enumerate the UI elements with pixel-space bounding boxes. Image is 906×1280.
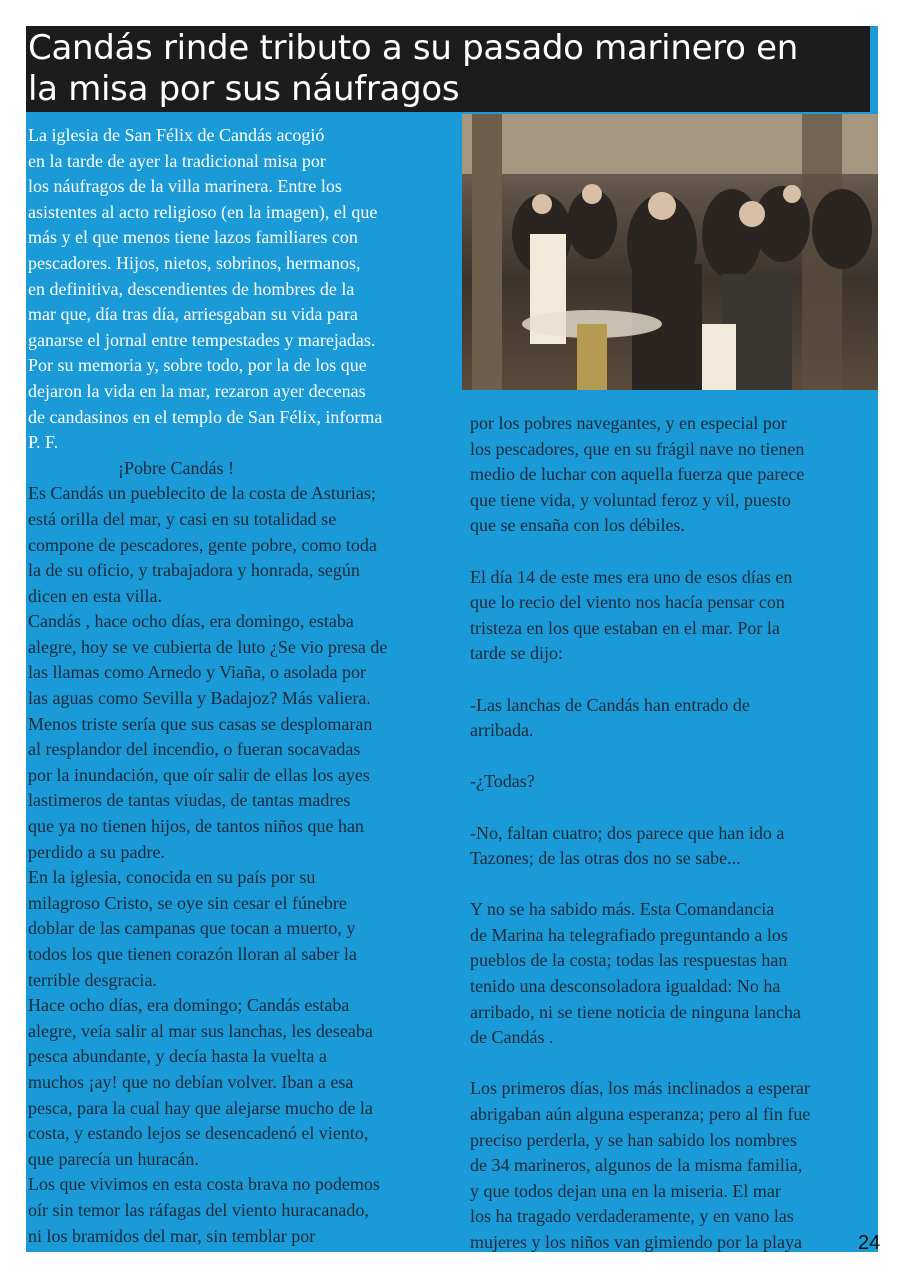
text-line — [470, 744, 810, 770]
text-line: arribada. — [470, 720, 534, 741]
text-line: Los que vivimos en esta costa brava no podemos — [28, 1174, 380, 1195]
text-line: -¿Todas? — [470, 771, 535, 792]
text-line: Por su memoria y, sobre todo, por la de los que — [28, 355, 367, 376]
text-line — [470, 872, 810, 898]
text-line: doblar de las campanas que tocan a muerto, y — [28, 918, 356, 939]
text-line: pueblos de la costa; todas las respuestas han — [470, 950, 788, 971]
text-line: asistentes al acto religioso (en la imagen), el que — [28, 201, 378, 222]
text-line: las llamas como Arnedo y Viaña, o asolada por — [28, 662, 367, 683]
title-accent-bar — [870, 26, 878, 112]
text-line: dejaron la vida en la mar, rezaron ayer decenas — [28, 380, 366, 401]
text-line: oír sin temor las ráfagas del viento huracanado, — [28, 1199, 369, 1220]
text-line: arribado, ni se tiene noticia de ninguna lancha — [470, 1001, 801, 1022]
text-line: alegre, hoy se ve cubierta de luto ¿Se vio presa de — [28, 636, 388, 657]
text-line: En la iglesia, conocida en su país por su — [28, 867, 316, 888]
text-line: pescadores. Hijos, nietos, sobrinos, hermanos, — [28, 252, 361, 273]
text-line: los ha tragado verdaderamente, y en vano las — [470, 1206, 794, 1227]
text-line: de Marina ha telegrafiado preguntando a los — [470, 924, 788, 945]
article-title — [26, 26, 870, 112]
text-line: todos los que tienen corazón lloran al saber la — [28, 944, 357, 964]
text-line: perdido a su padre. — [28, 841, 165, 862]
text-line: en la tarde de ayer la tradicional misa por — [28, 150, 326, 171]
text-line: los pescadores, que en su frágil nave no tienen — [470, 438, 805, 459]
text-line: Menos triste sería que sus casas se desplomaran — [28, 713, 373, 734]
church-mass-photo — [462, 114, 878, 390]
title-line: la misa por sus náufragos — [28, 69, 460, 109]
text-line: tristeza en los que estaban en el mar. Por la — [470, 617, 780, 638]
text-line: alegre, veía salir al mar sus lanchas, les deseaba — [28, 1020, 373, 1041]
text-line: más y el que menos tiene lazos familiares con — [28, 227, 358, 248]
text-line: -No, faltan cuatro; dos parece que han ido a — [470, 822, 785, 843]
photo-illustration — [462, 114, 878, 390]
section-subtitle: ¡Pobre Candás ! — [118, 457, 234, 478]
text-line: dicen en esta villa. — [28, 585, 162, 606]
text-line: Es Candás un pueblecito de la costa de Asturias; — [28, 483, 376, 504]
right-column — [470, 411, 810, 1256]
text-line — [470, 1051, 810, 1077]
text-line: muchos ¡ay! que no debían volver. Iban a esa — [28, 1071, 354, 1092]
text-line: y que todos dejan una en la miseria. El mar — [470, 1180, 781, 1201]
text-line: de Candás . — [470, 1027, 554, 1048]
text-line: milagroso Cristo, se oye sin cesar el fúnebre — [28, 892, 347, 913]
text-line: lastimeros de tantas viudas, de tantas madres — [28, 790, 351, 811]
text-line: medio de luchar con aquella fuerza que parece — [470, 464, 805, 485]
text-line — [470, 667, 810, 693]
text-line: mujeres y los niños van gimiendo por la playa — [470, 1232, 802, 1252]
page-number: 24 — [858, 1232, 881, 1254]
text-line: -Las lanchas de Candás han entrado de — [470, 694, 750, 715]
text-line: Y no se ha sabido más. Esta Comandancia — [470, 899, 775, 920]
text-line: Los primeros días, los más inclinados a esperar — [470, 1078, 810, 1099]
text-line: al resplandor del incendio, o fueran socavadas — [28, 739, 361, 760]
text-line: P. F. — [28, 432, 59, 453]
text-line: en definitiva, descendientes de hombres de la — [28, 278, 355, 299]
left-column — [28, 123, 387, 1249]
text-line: ganarse el jornal entre tempestades y marejadas. — [28, 329, 376, 350]
text-line: Candás , hace ocho días, era domingo, estaba — [28, 611, 354, 632]
text-line: que ya no tienen hijos, de tantos niños que han — [28, 816, 364, 837]
text-line: que tiene vida, y voluntad feroz y vil, puesto — [470, 489, 791, 510]
text-line: por la inundación, que oír salir de ellas los ayes — [28, 764, 370, 785]
text-line: de candasinos en el templo de San Félix, informa — [28, 406, 383, 427]
left-body-text — [28, 481, 387, 1249]
intro-paragraph — [28, 123, 387, 456]
text-line: que parecía un huracán. — [28, 1148, 199, 1169]
text-line: Tazones; de las otras dos no se sabe... — [470, 848, 741, 869]
text-line: está orilla del mar, y casi en su totalidad se — [28, 508, 337, 529]
text-line: preciso perderla, y se han sabido los nombres — [470, 1129, 797, 1150]
text-line: tarde se dijo: — [470, 643, 563, 664]
text-line: terrible desgracia. — [28, 969, 157, 990]
text-line: tenido una desconsoladora igualdad: No ha — [470, 976, 781, 997]
text-line: ni los bramidos del mar, sin temblar por — [28, 1225, 316, 1246]
text-line: compone de pescadores, gente pobre, como toda — [28, 534, 377, 555]
text-line: las aguas como Sevilla y Badajoz? Más valiera. — [28, 688, 371, 709]
text-line: por los pobres navegantes, y en especial por — [470, 413, 787, 433]
text-line: pesca abundante, y decía hasta la vuelta a — [28, 1046, 327, 1067]
text-line: de 34 marineros, algunos de la misma familia, — [470, 1155, 803, 1176]
text-line: que se ensaña con los débiles. — [470, 515, 685, 536]
text-line: abrigaban aún alguna esperanza; pero al fin fue — [470, 1104, 811, 1125]
text-line — [470, 539, 810, 565]
text-line: que lo recio del viento nos hacía pensar con — [470, 592, 785, 613]
text-line: la de su oficio, y trabajadora y honrada, según — [28, 560, 360, 581]
text-line: pesca, para la cual hay que alejarse mucho de la — [28, 1097, 373, 1118]
text-line: los náufragos de la villa marinera. Entre los — [28, 176, 342, 197]
text-line — [470, 795, 810, 821]
text-line: Hace ocho días, era domingo; Candás estaba — [28, 995, 350, 1016]
title-line: Candás rinde tributo a su pasado marinero en — [28, 28, 798, 68]
text-line: costa, y estando lejos se desencadenó el viento, — [28, 1123, 369, 1144]
text-line: La iglesia de San Félix de Candás acogió — [28, 125, 325, 145]
text-line: mar que, día tras día, arriesgaban su vida para — [28, 304, 358, 325]
text-line: El día 14 de este mes era uno de esos días en — [470, 566, 793, 587]
